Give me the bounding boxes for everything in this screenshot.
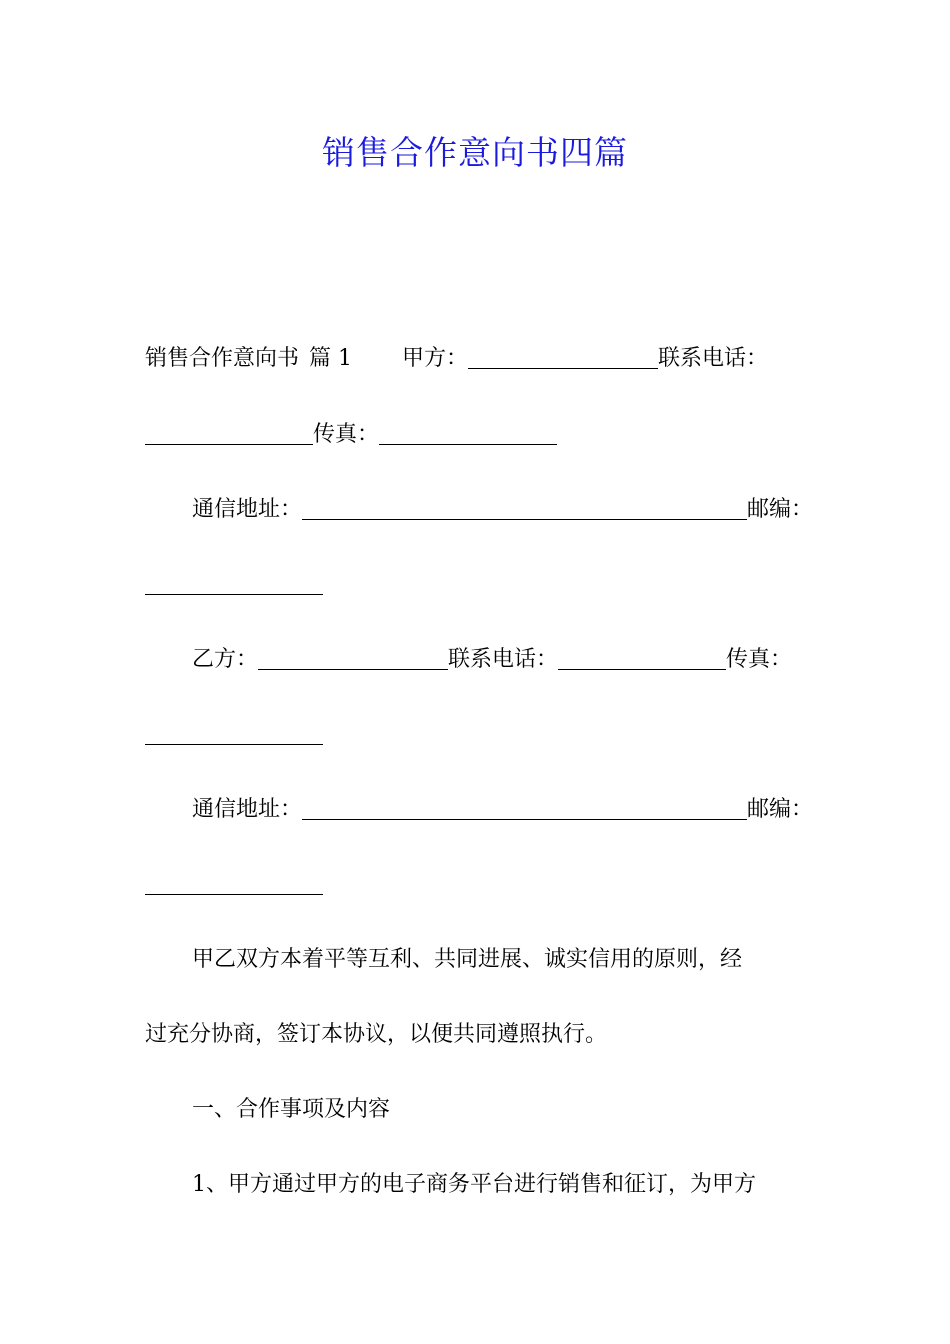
party-a-postcode-blank[interactable] — [145, 572, 323, 595]
party-a-label: 甲方： — [402, 346, 469, 371]
paragraph-line-1: 甲乙双方本着平等互利、共同进展、诚实信用的原则，经 — [192, 947, 743, 972]
party-b-address-line — [192, 793, 872, 827]
party-a-phone-blank[interactable] — [145, 422, 313, 445]
party-b-fax-line — [145, 718, 825, 752]
party-b-postcode-line — [145, 868, 825, 902]
party-b-address-label: 通信地址： — [192, 797, 303, 822]
item-1-line-1: 1、甲方通过甲方的电子商务平台进行销售和征订，为甲方 — [192, 1172, 756, 1197]
party-b-phone-blank[interactable] — [558, 647, 726, 670]
party-a-address-label: 通信地址： — [192, 497, 303, 522]
party-a-fax-line — [145, 418, 825, 452]
party-a-address-line — [192, 493, 872, 527]
party-a-phone-label: 联系电话： — [658, 346, 769, 371]
party-a-name-blank[interactable] — [468, 346, 658, 369]
party-b-fax-blank[interactable] — [145, 722, 323, 745]
party-b-phone-label: 联系电话： — [448, 647, 559, 672]
party-b-label: 乙方： — [192, 647, 259, 672]
document-title: 销售合作意向书四篇 — [322, 133, 628, 172]
party-a-address-blank[interactable] — [302, 497, 747, 520]
party-b-address-blank[interactable] — [302, 797, 747, 820]
party-a-fax-label: 传真： — [313, 422, 380, 447]
party-a-line — [145, 342, 825, 376]
part-label: 篇 1 — [309, 346, 353, 371]
party-a-fax-blank[interactable] — [379, 422, 557, 445]
party-b-line — [192, 643, 872, 677]
party-a-postcode-label: 邮编： — [747, 497, 814, 522]
intro-heading: 销售合作意向书 — [145, 346, 300, 371]
section-1-heading: 一、合作事项及内容 — [192, 1097, 391, 1122]
party-a-postcode-line — [145, 568, 825, 602]
party-b-name-blank[interactable] — [258, 647, 448, 670]
party-b-postcode-label: 邮编： — [747, 797, 814, 822]
party-b-postcode-blank[interactable] — [145, 872, 323, 895]
party-b-fax-label: 传真： — [726, 647, 793, 672]
paragraph-line-2: 过充分协商，签订本协议，以便共同遵照执行。 — [145, 1022, 608, 1047]
